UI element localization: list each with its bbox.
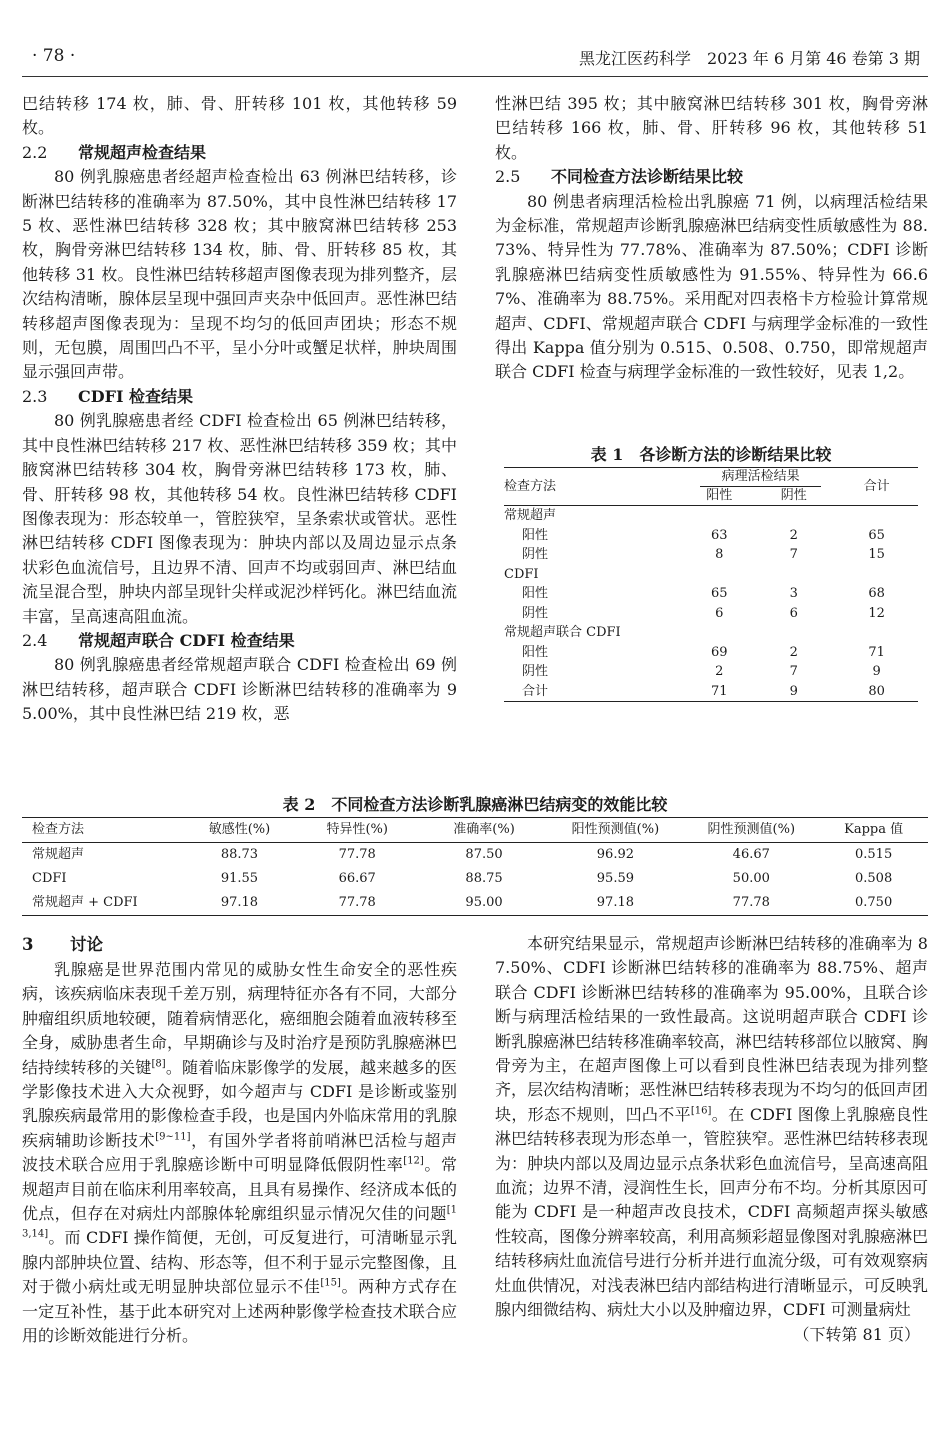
section-heading-2-5: 2.5 不同检查方法诊断结果比较 (495, 167, 744, 187)
table1-col-pos: 阳性 (686, 487, 752, 506)
table1-col-method: 检查方法 (504, 468, 686, 506)
table2-header-row: 检查方法 敏感性(%) 特异性(%) 准确率(%) 阳性预测值(%) 阴性预测值(%) Kappa 值 (22, 818, 928, 843)
table-row: 阴性 6 6 12 (522, 605, 885, 621)
paragraph: 本研究结果显示，常规超声诊断淋巴结转移的准确率为 87.50%、CDFI 诊断淋巴结转移的准确率为 88.75%、超声联合 CDFI 诊断淋巴结转移的准确率为 95.00%，且联合诊断与病理活检结果的一致性最高。这说明超声联合 CDFI 诊断乳腺癌淋巴结转移准确率较高，淋巴结转移部位以腋窝、胸骨旁为主，在超声图像上可以看到良性淋巴结表现为排列整齐，层次结构清晰；恶性淋巴结转移表现为不均匀的低回声团块，形态不规则，凹凸不平[16]。在 CDFI 图像上乳腺癌良性淋巴结转移表现为形态单一，管腔狭窄。恶性淋巴结转移表现为：肿块内部以及周边显示点条状彩色血流信号，呈高速高阻血流；边界不清，浸润性生长，回声分布不均。分析其原因可能为 CDFI 是一种超声改良技术，CDFI 高频超声探头敏感性较高，图像分辨率较高，利用高频彩超显像图对乳腺癌淋巴结转移病灶血流信号进行分析并进行血流分级，可有效观察病灶血供情况，对浅表淋巴结内部结构进行清晰显示，可反映乳腺内细微结构、病灶大小以及肿瘤边界，CDFI 可测量病灶 (495, 934, 928, 1320)
page-number: · 78 · (32, 46, 76, 66)
citation: [9~11] (155, 1131, 191, 1143)
table-row: CDFI 91.55 66.67 88.75 95.59 50.00 0.508 (32, 871, 893, 886)
citation: [15] (320, 1277, 341, 1289)
paragraph: 性淋巴结 395 枚；其中腋窝淋巴结转移 301 枚，胸骨旁淋巴结转移 166 枚，肺、骨、肝转移 96 枚，其他转移 51 枚。 (495, 94, 928, 162)
table1-col-group: 病理活检结果 (700, 468, 821, 487)
table-row: 阳性 65 3 68 (522, 586, 885, 601)
table-row: 常规超声联合 CDFI (504, 625, 621, 640)
running-header (22, 44, 928, 77)
table-row: 常规超声 88.73 77.78 87.50 96.92 46.67 0.515 (32, 847, 893, 862)
left-column-bottom (22, 932, 457, 1349)
journal-info: 黑龙江医药科学 2023 年 6 月第 46 卷第 3 期 (578, 49, 920, 68)
paragraph: 巴结转移 174 枚，肺、骨、肝转移 101 枚，其他转移 59 枚。 (22, 94, 457, 138)
section-heading-2-3: 2.3 CDFI 检查结果 (22, 386, 194, 406)
table1 (504, 467, 918, 702)
section-heading-2-4: 2.4 常规超声联合 CDFI 检查结果 (22, 630, 295, 650)
section-heading-3: 3 讨论 (22, 935, 103, 954)
table-row: 阴性 2 7 9 (522, 664, 881, 679)
paragraph: 80 例乳腺癌患者经常规超声联合 CDFI 检查检出 69 例淋巴结转移，超声联合 CDFI 诊断淋巴结转移的准确率为 95.00%，其中良性淋巴结 219 枚，恶 (22, 655, 457, 724)
table1-caption: 表 1 各诊断方法的诊断结果比较 (590, 445, 832, 464)
table-row: 常规超声 + CDFI 97.18 77.78 95.00 97.18 77.78 0.750 (32, 895, 893, 910)
table-row: 阳性 69 2 71 (522, 644, 885, 660)
table2 (22, 817, 928, 916)
citation: [12] (403, 1155, 424, 1167)
paragraph: 80 例乳腺癌患者经超声检查检出 63 例淋巴结转移，诊断淋巴结转移的准确率为 87.50%，其中良性淋巴结转移 175 枚、恶性淋巴结转移 328 枚；其中腋窝淋巴结转移 253 枚，胸骨旁淋巴结转移 134 枚，肺、骨、肝转移 85 枚，其他转移 31 枚。良性淋巴结转移超声图像表现为排列整齐，层次结构清晰，腺体层呈现中强回声夹杂中低回声。恶性淋巴结转移超声图像表现为：呈现不均匀的低回声团块；形态不规则，无包膜，周围凹凸不平，呈小分叶或蟹足状样，肿块周围显示强回声带。 (22, 167, 457, 382)
paragraph: 80 例患者病理活检检出乳腺癌 71 例，以病理活检结果为金标准，常规超声诊断乳腺癌淋巴结病变性质敏感性为 88.73%、特异性为 77.78%、准确率为 87.50%；CDFI 诊断乳腺癌淋巴结病变性质敏感性为 91.55%、特异性为 66.67%、准确率为 88.75%。采用配对四表格卡方检验计算常规超声、CDFI、常规超声联合 CDFI 与病理学金标准的一致性得出 Kappa 值分别为 0.515、0.508、0.750，即常规超声联合 CDFI 检查与病理学金标准的一致性较好，见表 1,2。 (495, 191, 928, 382)
citation: [13,14] (22, 1204, 457, 1241)
table2-block (22, 790, 928, 916)
continued-note: （下转第 81 页） (793, 1324, 920, 1344)
table-row: 常规超声 (504, 508, 557, 523)
paragraph: 乳腺癌是世界范围内常见的威胁女性生命安全的恶性疾病，该疾病临床表现千差万别，病理特征亦各有不同，大部分肿瘤组织质地较硬，随着病情恶化，癌细胞会随着血液转移至全身，威胁患者生命，早期确诊与及时治疗是预防乳腺癌淋巴结持续转移的关键[8]。随着临床影像学的发展，越来越多的医学影像技术进入大众视野，如今超声与 CDFI 是诊断或鉴别乳腺疾病最常用的影像检查手段，也是国内外临床常用的乳腺疾病辅助诊断技术[9~11]，有国外学者将前哨淋巴活检与超声波技术联合应用于乳腺癌诊断中可明显降低假阴性率[12]。常规超声目前在临床利用率较高，且具有易操作、经济成本低的优点，但存在对病灶内部腺体轮廓组织显示情况欠佳的问题[13,14]。而 CDFI 操作简便，无创，可反复进行，可清晰显示乳腺内部肿块位置、结构、形态等，但不利于显示完整图像，且对于微小病灶或无明显肿块部位显示不佳[15]。两种方式存在一定互补性，基于此本研究对上述两种影像学检查技术联合应用的诊断效能进行分析。 (22, 960, 457, 1346)
table-row: 阴性 8 7 15 (522, 547, 885, 562)
table1-header-row (504, 468, 918, 488)
table1-col-neg: 阴性 (752, 487, 835, 506)
right-column-top (495, 92, 928, 385)
table1-col-total: 合计 (835, 468, 918, 506)
table-row: 合计 71 9 80 (522, 683, 885, 699)
table2-caption: 表 2 不同检查方法诊断乳腺癌淋巴结病变的效能比较 (282, 795, 668, 814)
citation: [16] (690, 1105, 712, 1117)
left-column-top (22, 92, 457, 727)
table1-block (504, 440, 918, 702)
paragraph: 80 例乳腺癌患者经 CDFI 检查检出 65 例淋巴结转移，其中良性淋巴结转移 217 枚、恶性淋巴结转移 359 枚；其中腋窝淋巴结转移 304 枚，胸骨旁淋巴结转移 173 枚，肺、骨、肝转移 98 枚，其他转移 54 枚。良性淋巴结转移 CDFI 图像表现为：形态较单一，管腔狭窄，呈条索状或管状。恶性淋巴结转移 CDFI 图像表现为：肿块内部以及周边显示点条状彩色血流信号，且边界不清、回声不均或弱回声、淋巴结血流呈混合型，肿块内部呈现针尖样或泥沙样钙化。淋巴结血流丰富，呈高速高阻血流。 (22, 411, 457, 626)
right-column-bottom (495, 932, 928, 1347)
table-row: CDFI (504, 566, 539, 582)
section-heading-2-2: 2.2 常规超声检查结果 (22, 142, 207, 162)
table-row: 阳性 63 2 65 (522, 527, 885, 543)
citation: [8] (151, 1058, 166, 1070)
